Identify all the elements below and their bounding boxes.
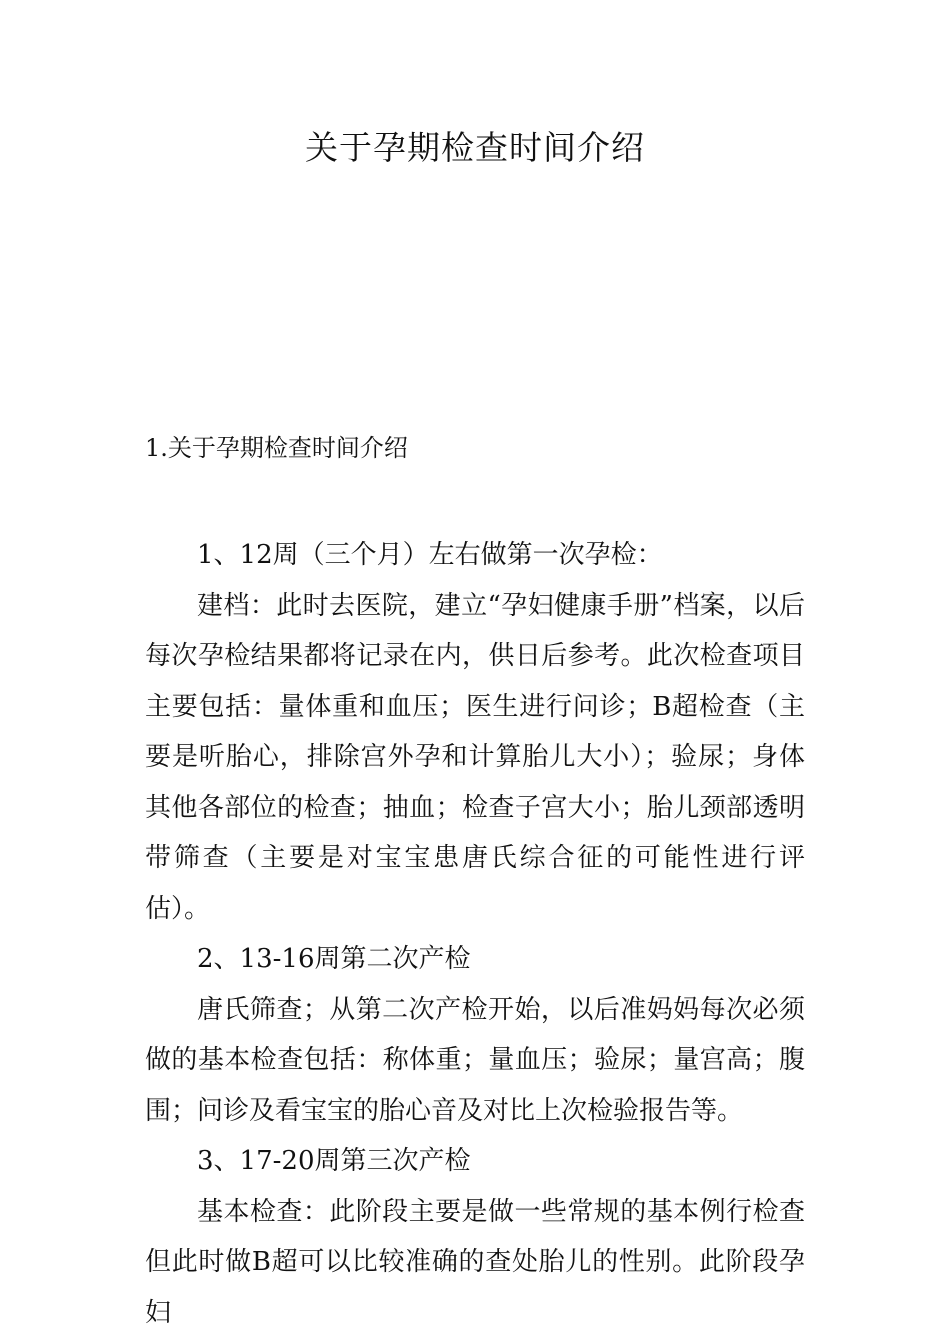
paragraph-second-checkup-details: 唐氏筛查；从第二次产检开始，以后准妈妈每次必须做的基本检查包括：称体重；量血压；验尿；量宫高；腹围；问诊及看宝宝的胎心音及对比上次检验报告等。 <box>145 994 805 1126</box>
paragraph-first-checkup-details: 建档：此时去医院，建立“孕妇健康手册”档案，以后每次孕检结果都将记录在内，供日后参考。此次检查项目主要包括：量体重和血压；医生进行问诊；B超检查（主要是听胎心，排除宫外孕和计算胎儿大小）；验尿；身体其他各部位的检查；抽血；检查子宫大小；胎儿颈部透明带筛查（主要是对宝宝患唐氏综合征的可能性进行评估）。 <box>145 590 805 924</box>
paragraph-first-checkup-heading: 1、12周（三个月）左右做第一次孕检： <box>197 540 663 570</box>
document-title: 关于孕期检查时间介绍 <box>305 128 645 167</box>
paragraph-second-checkup-heading: 2、13-16周第二次产检 <box>197 944 471 974</box>
document-body <box>145 530 805 1338</box>
section-heading: 1.关于孕期检查时间介绍 <box>145 434 408 462</box>
paragraph-third-checkup-heading: 3、17-20周第三次产检 <box>197 1146 471 1176</box>
paragraph-third-checkup-details: 基本检查：此阶段主要是做一些常规的基本例行检查但此时做B超可以比较准确的查处胎儿的性别。此阶段孕妇 <box>145 1196 805 1328</box>
